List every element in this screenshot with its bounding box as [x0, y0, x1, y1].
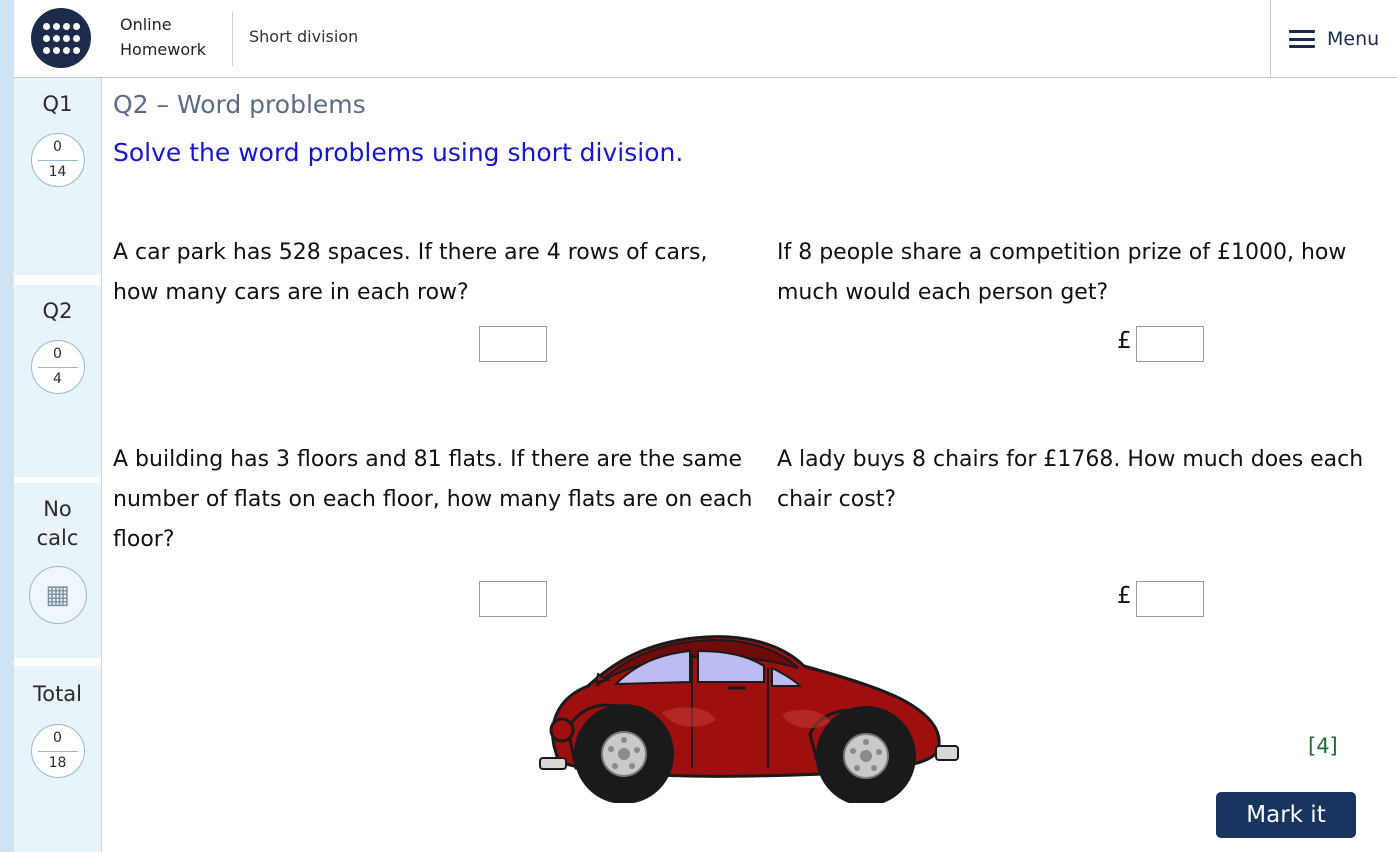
- total-score-total: 18: [48, 755, 67, 771]
- sidebar-item-q1[interactable]: [14, 78, 101, 275]
- sidebar-total: [14, 666, 101, 852]
- brand-name: [120, 12, 220, 62]
- left-rail: [0, 0, 14, 852]
- question-content: [101, 78, 1397, 852]
- brand-line-1: Online: [120, 15, 172, 34]
- sidebar-q2-score: [31, 340, 85, 394]
- red-car-icon: [532, 618, 972, 803]
- sidebar-q2-score-total: 4: [53, 371, 62, 387]
- header-divider: [232, 12, 233, 66]
- sidebar: [14, 78, 101, 852]
- sidebar-item-q2[interactable]: [14, 285, 101, 477]
- total-score: [31, 724, 85, 778]
- answer-input-1[interactable]: [479, 326, 547, 362]
- topic-title: Short division: [249, 27, 359, 46]
- problem-text-3: A building has 3 floors and 81 flats. If there are the same number of flats on each floor, how many flats are on each floor?: [113, 447, 753, 552]
- sidebar-gap-3: [14, 658, 101, 666]
- page-title: Q2 – Word problems: [113, 90, 366, 119]
- no-calc-line-1: No: [43, 497, 72, 521]
- problem-text-2: If 8 people share a competition prize of £1000, how much would each person get?: [777, 240, 1347, 305]
- marks-badge: [4]: [1308, 734, 1338, 758]
- header-divider-right: [1270, 0, 1271, 78]
- menu-button[interactable]: [1289, 22, 1379, 56]
- answer-input-3[interactable]: [479, 581, 547, 617]
- menu-label: Menu: [1327, 28, 1380, 50]
- logo[interactable]: [31, 8, 91, 68]
- calculator-icon: ▦: [29, 566, 87, 624]
- sidebar-q1-score-total: 14: [48, 164, 67, 180]
- currency-symbol-2: £: [1117, 328, 1132, 354]
- sidebar-q2-score-value: 0: [53, 346, 62, 362]
- dot-grid-icon: [31, 8, 91, 68]
- mark-it-button[interactable]: Mark it: [1216, 792, 1356, 838]
- problem-text-4: A lady buys 8 chairs for £1768. How much does each chair cost?: [777, 447, 1364, 512]
- app-header: [14, 0, 1397, 78]
- sidebar-no-calculator: [14, 483, 101, 658]
- answer-input-2[interactable]: [1136, 326, 1204, 362]
- sidebar-gap-1: [14, 275, 101, 285]
- currency-symbol-4: £: [1117, 583, 1132, 609]
- sidebar-q1-score-value: 0: [53, 139, 62, 155]
- brand-line-2: Homework: [120, 40, 206, 59]
- total-title: Total: [32, 682, 83, 706]
- sidebar-q2-title: Q2: [42, 299, 73, 323]
- answer-input-4[interactable]: [1136, 581, 1204, 617]
- total-score-value: 0: [53, 730, 62, 746]
- problem-text-1: A car park has 528 spaces. If there are 4 rows of cars, how many cars are in each row?: [113, 240, 708, 305]
- instruction-text: Solve the word problems using short division.: [113, 138, 684, 167]
- no-calc-line-2: calc: [36, 526, 79, 550]
- sidebar-q1-title: Q1: [42, 92, 73, 116]
- sidebar-q1-score: [31, 133, 85, 187]
- hamburger-icon: [1289, 30, 1315, 48]
